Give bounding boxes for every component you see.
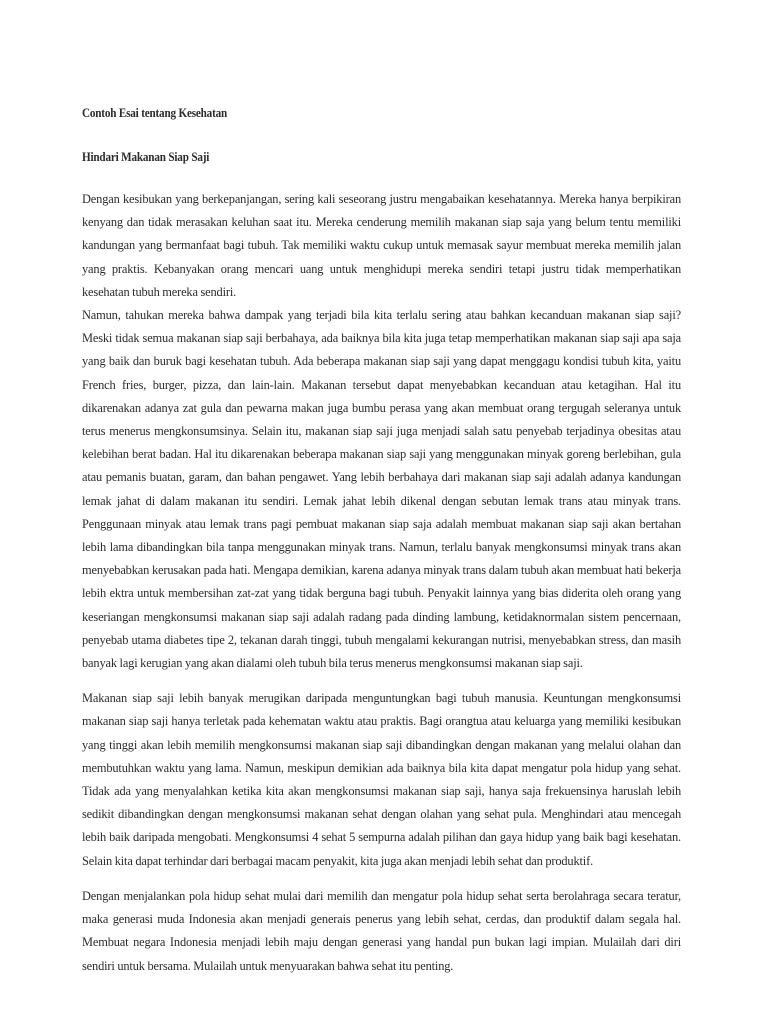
document-title: Contoh Esai tentang Kesehatan bbox=[82, 106, 228, 120]
essay-body bbox=[82, 188, 681, 978]
document-content bbox=[82, 103, 681, 978]
paragraph-conclusion: Dengan menjalankan pola hidup sehat mulai dari memilih dan mengatur pola hidup sehat serta berolahraga secara teratur, maka generasi muda Indonesia akan menjadi generais penerus yang lebih sehat, cerdas, dan produktif dalam segala hal. Membuat negara Indonesia menjadi lebih maju dengan generasi yang handal pun bukan lagi impian. Mulailah dari diri sendiri untuk bersama. Mulailah untuk menyuarakan bahwa sehat itu penting. bbox=[82, 888, 681, 973]
essay-heading: Hindari Makanan Siap Saji bbox=[82, 150, 210, 164]
paragraph-intro: Dengan kesibukan yang berkepanjangan, sering kali seseorang justru mengabaikan kesehatannya. Mereka hanya berpikiran kenyang dan tidak merasakan keluhan saat itu. Mereka cenderung memilih makanan siap saja yang belum tentu memiliki kandungan yang bermanfaat bagi tubuh. Tak memiliki waktu cukup untuk memasak sayur membuat mereka memilih jalan yang praktis. Kebanyakan orang mencari uang untuk menghidupi mereka sendiri tetapi justru tidak memperhatikan kesehatan tubuh mereka sendiri. bbox=[82, 192, 681, 299]
paragraph-dangers: Namun, tahukan mereka bahwa dampak yang terjadi bila kita terlalu sering atau bahkan kecanduan makanan siap saji? Meski tidak semua makanan siap saji berbahaya, ada baiknya bila kita juga tetap memperhatikan makanan siap saji apa saja yang baik dan buruk bagi kesehatan tubuh. Ada beberapa makanan siap saji yang dapat menggagu kondisi tubuh kita, yaitu French fries, burger, pizza, dan lain-lain. Makanan tersebut dapat menyebabkan kecanduan atau ketagihan. Hal itu dikarenakan adanya zat gula dan pewarna makan juga bumbu perasa yang akan membuat orang tergugah seleranya untuk terus menerus mengkonsumsinya. Selain itu, makanan siap saji juga menjadi salah satu penyebab terjadinya obesitas atau kelebihan berat badan. Hal itu dikarenakan beberapa makanan siap saji yang menggunakan minyak goreng berlebihan, gula atau pemanis buatan, garam, dan bahan pengawet. Yang lebih berbahaya dari makanan siap saji adalah adanya kandungan lemak jahat di dalam makanan itu sendiri. Lemak jahat lebih dikenal dengan sebutan lemak trans atau minyak trans. Penggunaan minyak atau lemak trans pagi pembuat makanan siap saja adalah membuat makanan siap saji akan bertahan lebih lama dibandingkan bila tanpa menggunakan minyak trans. Namun, terlalu banyak mengkonsumsi minyak trans akan menyebabkan kerusakan pada hati. Mengapa demikian, karena adanya minyak trans dalam tubuh akan membuat hati bekerja lebih ektra untuk membersihan zat-zat yang tidak berguna bagi tubuh. Penyakit lainnya yang bias diderita oleh orang yang keseriangan mengkonsumsi makanan siap saji adalah radang pada dinding lambung, ketidaknormalan sistem pencernaan, penyebab utama diabetes tipe 2, tekanan darah tinggi, tubuh mengalami kekurangan nutrisi, menyebabkan stress, dan masih banyak lagi kerugian yang akan dialami oleh tubuh bila terus menerus mengkonsumsi makanan siap saji. bbox=[82, 308, 681, 671]
paragraph-balance: Makanan siap saji lebih banyak merugikan daripada menguntungkan bagi tubuh manusia. Keuntungan mengkonsumsi makanan siap saji hanya terletak pada kehematan waktu atau praktis. Bagi orangtua atau keluarga yang memiliki kesibukan yang tinggi akan lebih memilih mengkonsumsi makanan siap saji dibandingkan dengan makanan yang melalui olahan dan membutuhkan waktu yang lama. Namun, meskipun demikian ada baiknya bila kita dapat mengatur pola hidup yang sehat. Tidak ada yang menyalahkan ketika kita akan mengkonsumsi makanan siap saji, hanya saja frekuensinya haruslah lebih sedikit dibandingkan dengan mengkonsumsi makanan sehat dengan olahan yang sehat pula. Menghindari atau mencegah lebih baik daripada mengobati. Mengkonsumsi 4 sehat 5 sempurna adalah pilihan dan gaya hidup yang baik bagi kesehatan. Selain kita dapat terhindar dari berbagai macam penyakit, kita juga akan menjadi lebih sehat dan produktif. bbox=[82, 691, 681, 868]
